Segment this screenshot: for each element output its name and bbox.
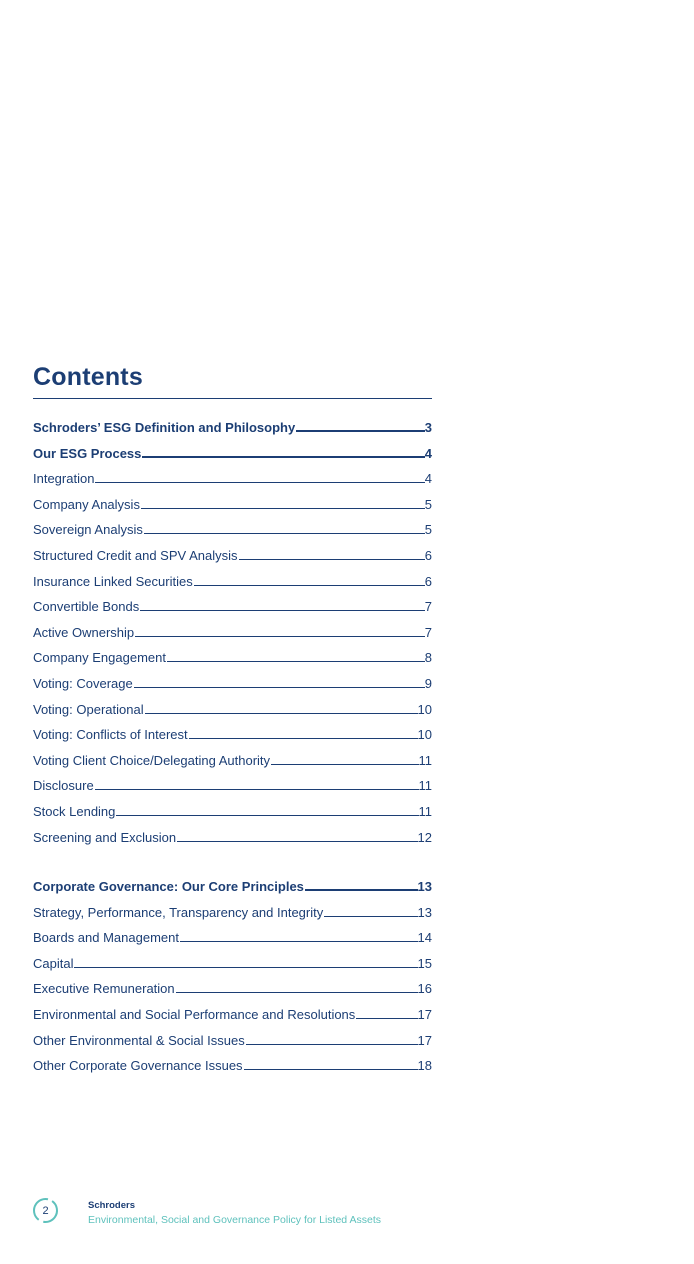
toc-entry-label: Capital [33,955,74,971]
toc-entry-page: 5 [424,522,432,538]
toc-entry-label: Insurance Linked Securities [33,573,193,589]
toc-entry[interactable] [33,492,432,518]
toc-leader-line [167,661,425,662]
toc-entry[interactable] [33,441,432,467]
toc-entry-label: Boards and Management [33,930,179,946]
toc-leader-line [140,610,425,611]
toc-leader-line [145,713,418,714]
toc-entry[interactable] [33,925,432,951]
toc-entry-label: Voting: Operational [33,701,144,717]
toc-entry[interactable] [33,900,432,926]
toc-entry[interactable] [33,874,432,900]
page-number: 2 [42,1204,49,1217]
toc-leader-line [194,585,425,586]
toc-leader-line [116,815,418,816]
toc-leader-line [95,482,424,483]
toc-entry-label: Screening and Exclusion [33,829,177,845]
title-rule [33,398,432,399]
toc-leader-line [135,636,425,637]
toc-entry[interactable] [33,976,432,1002]
brand-name: Schroders [88,1200,135,1211]
toc-entry-page: 12 [417,829,432,845]
toc-entry[interactable] [33,1053,432,1079]
toc-entry-page: 16 [417,981,432,997]
toc-entry-label: Sovereign Analysis [33,522,143,538]
toc-entry-label: Environmental and Social Performance and Resolutions [33,1007,356,1023]
toc-entry-label: Executive Remuneration [33,981,175,997]
document-subtitle: Environmental, Social and Governance Policy for Listed Assets [88,1214,381,1226]
toc-entry-page: 15 [417,955,432,971]
page-number-badge [32,1197,59,1224]
toc-leader-line [324,916,417,917]
toc-entry-label: Structured Credit and SPV Analysis [33,547,238,563]
toc-sections [33,415,432,1079]
toc-entry[interactable] [33,415,432,441]
toc-leader-line [239,559,425,560]
toc-entry-label: Voting: Coverage [33,675,133,691]
toc-leader-line [244,1069,418,1070]
toc-leader-line [95,789,419,790]
toc-entry-label: Convertible Bonds [33,599,140,615]
table-of-contents [33,362,432,1079]
toc-entry-page: 17 [417,1032,432,1048]
toc-entry-page: 7 [424,624,432,640]
toc-leader-line [271,764,418,765]
toc-leader-line [305,889,418,891]
toc-entry-page: 13 [417,904,432,920]
toc-leader-line [142,456,424,458]
toc-entry-page: 7 [424,599,432,615]
toc-entry[interactable] [33,799,432,825]
page-title: Contents [33,363,143,391]
toc-leader-line [176,992,418,993]
toc-entry[interactable] [33,951,432,977]
toc-entry-page: 4 [424,445,432,461]
toc-entry-page: 13 [417,879,432,895]
footer-text [88,1197,381,1226]
toc-leader-line [74,967,417,968]
toc-entry-label: Strategy, Performance, Transparency and Integrity [33,904,324,920]
toc-entry[interactable] [33,543,432,569]
toc-entry-page: 10 [417,727,432,743]
toc-entry-label: Voting Client Choice/Delegating Authority [33,752,271,768]
toc-leader-line [356,1018,417,1019]
toc-entry-label: Other Environmental & Social Issues [33,1032,245,1048]
toc-leader-line [144,533,425,534]
toc-entry[interactable] [33,1002,432,1028]
toc-entry[interactable] [33,748,432,774]
toc-entry[interactable] [33,466,432,492]
toc-entry-page: 8 [424,650,432,666]
toc-entry[interactable] [33,517,432,543]
toc-leader-line [177,841,417,842]
toc-entry-label: Integration [33,471,95,487]
toc-entry-page: 6 [424,547,432,563]
toc-entry[interactable] [33,569,432,595]
toc-entry-page: 17 [417,1007,432,1023]
toc-entry[interactable] [33,1028,432,1054]
toc-entry-page: 14 [417,930,432,946]
toc-entry-page: 11 [418,752,432,768]
toc-entry-label: Company Analysis [33,496,140,512]
toc-leader-line [134,687,425,688]
toc-entry-page: 3 [424,420,432,435]
toc-entry-page: 18 [417,1058,432,1074]
toc-entry-page: 11 [418,803,432,819]
toc-entry-page: 6 [424,573,432,589]
toc-entry[interactable] [33,722,432,748]
toc-entry-page: 11 [418,778,432,794]
toc-entry-label: Stock Lending [33,803,116,819]
toc-leader-line [296,430,425,432]
toc-leader-line [189,738,418,739]
toc-entry-page: 5 [424,496,432,512]
toc-entry-label: Disclosure [33,778,94,794]
toc-entry-page: 4 [424,471,432,487]
toc-entry-label: Our ESG Process [33,445,142,461]
toc-leader-line [141,508,425,509]
toc-entry-page: 10 [417,701,432,717]
toc-entry[interactable] [33,594,432,620]
page-footer [32,1197,381,1226]
toc-leader-line [246,1044,418,1045]
toc-entry[interactable] [33,773,432,799]
toc-entry[interactable] [33,697,432,723]
toc-entry[interactable] [33,671,432,697]
toc-entry[interactable] [33,825,432,851]
toc-entry-label: Corporate Governance: Our Core Principles [33,879,304,895]
toc-section [33,415,432,850]
toc-entry-label: Schroders’ ESG Definition and Philosophy [33,420,296,435]
toc-leader-line [180,941,418,942]
toc-entry-label: Active Ownership [33,624,135,640]
toc-entry-label: Voting: Conflicts of Interest [33,727,188,743]
toc-entry[interactable] [33,620,432,646]
toc-entry-label: Company Engagement [33,650,166,666]
toc-section [33,874,432,1079]
toc-entry-label: Other Corporate Governance Issues [33,1058,243,1074]
toc-entry[interactable] [33,645,432,671]
toc-entry-page: 9 [424,675,432,691]
